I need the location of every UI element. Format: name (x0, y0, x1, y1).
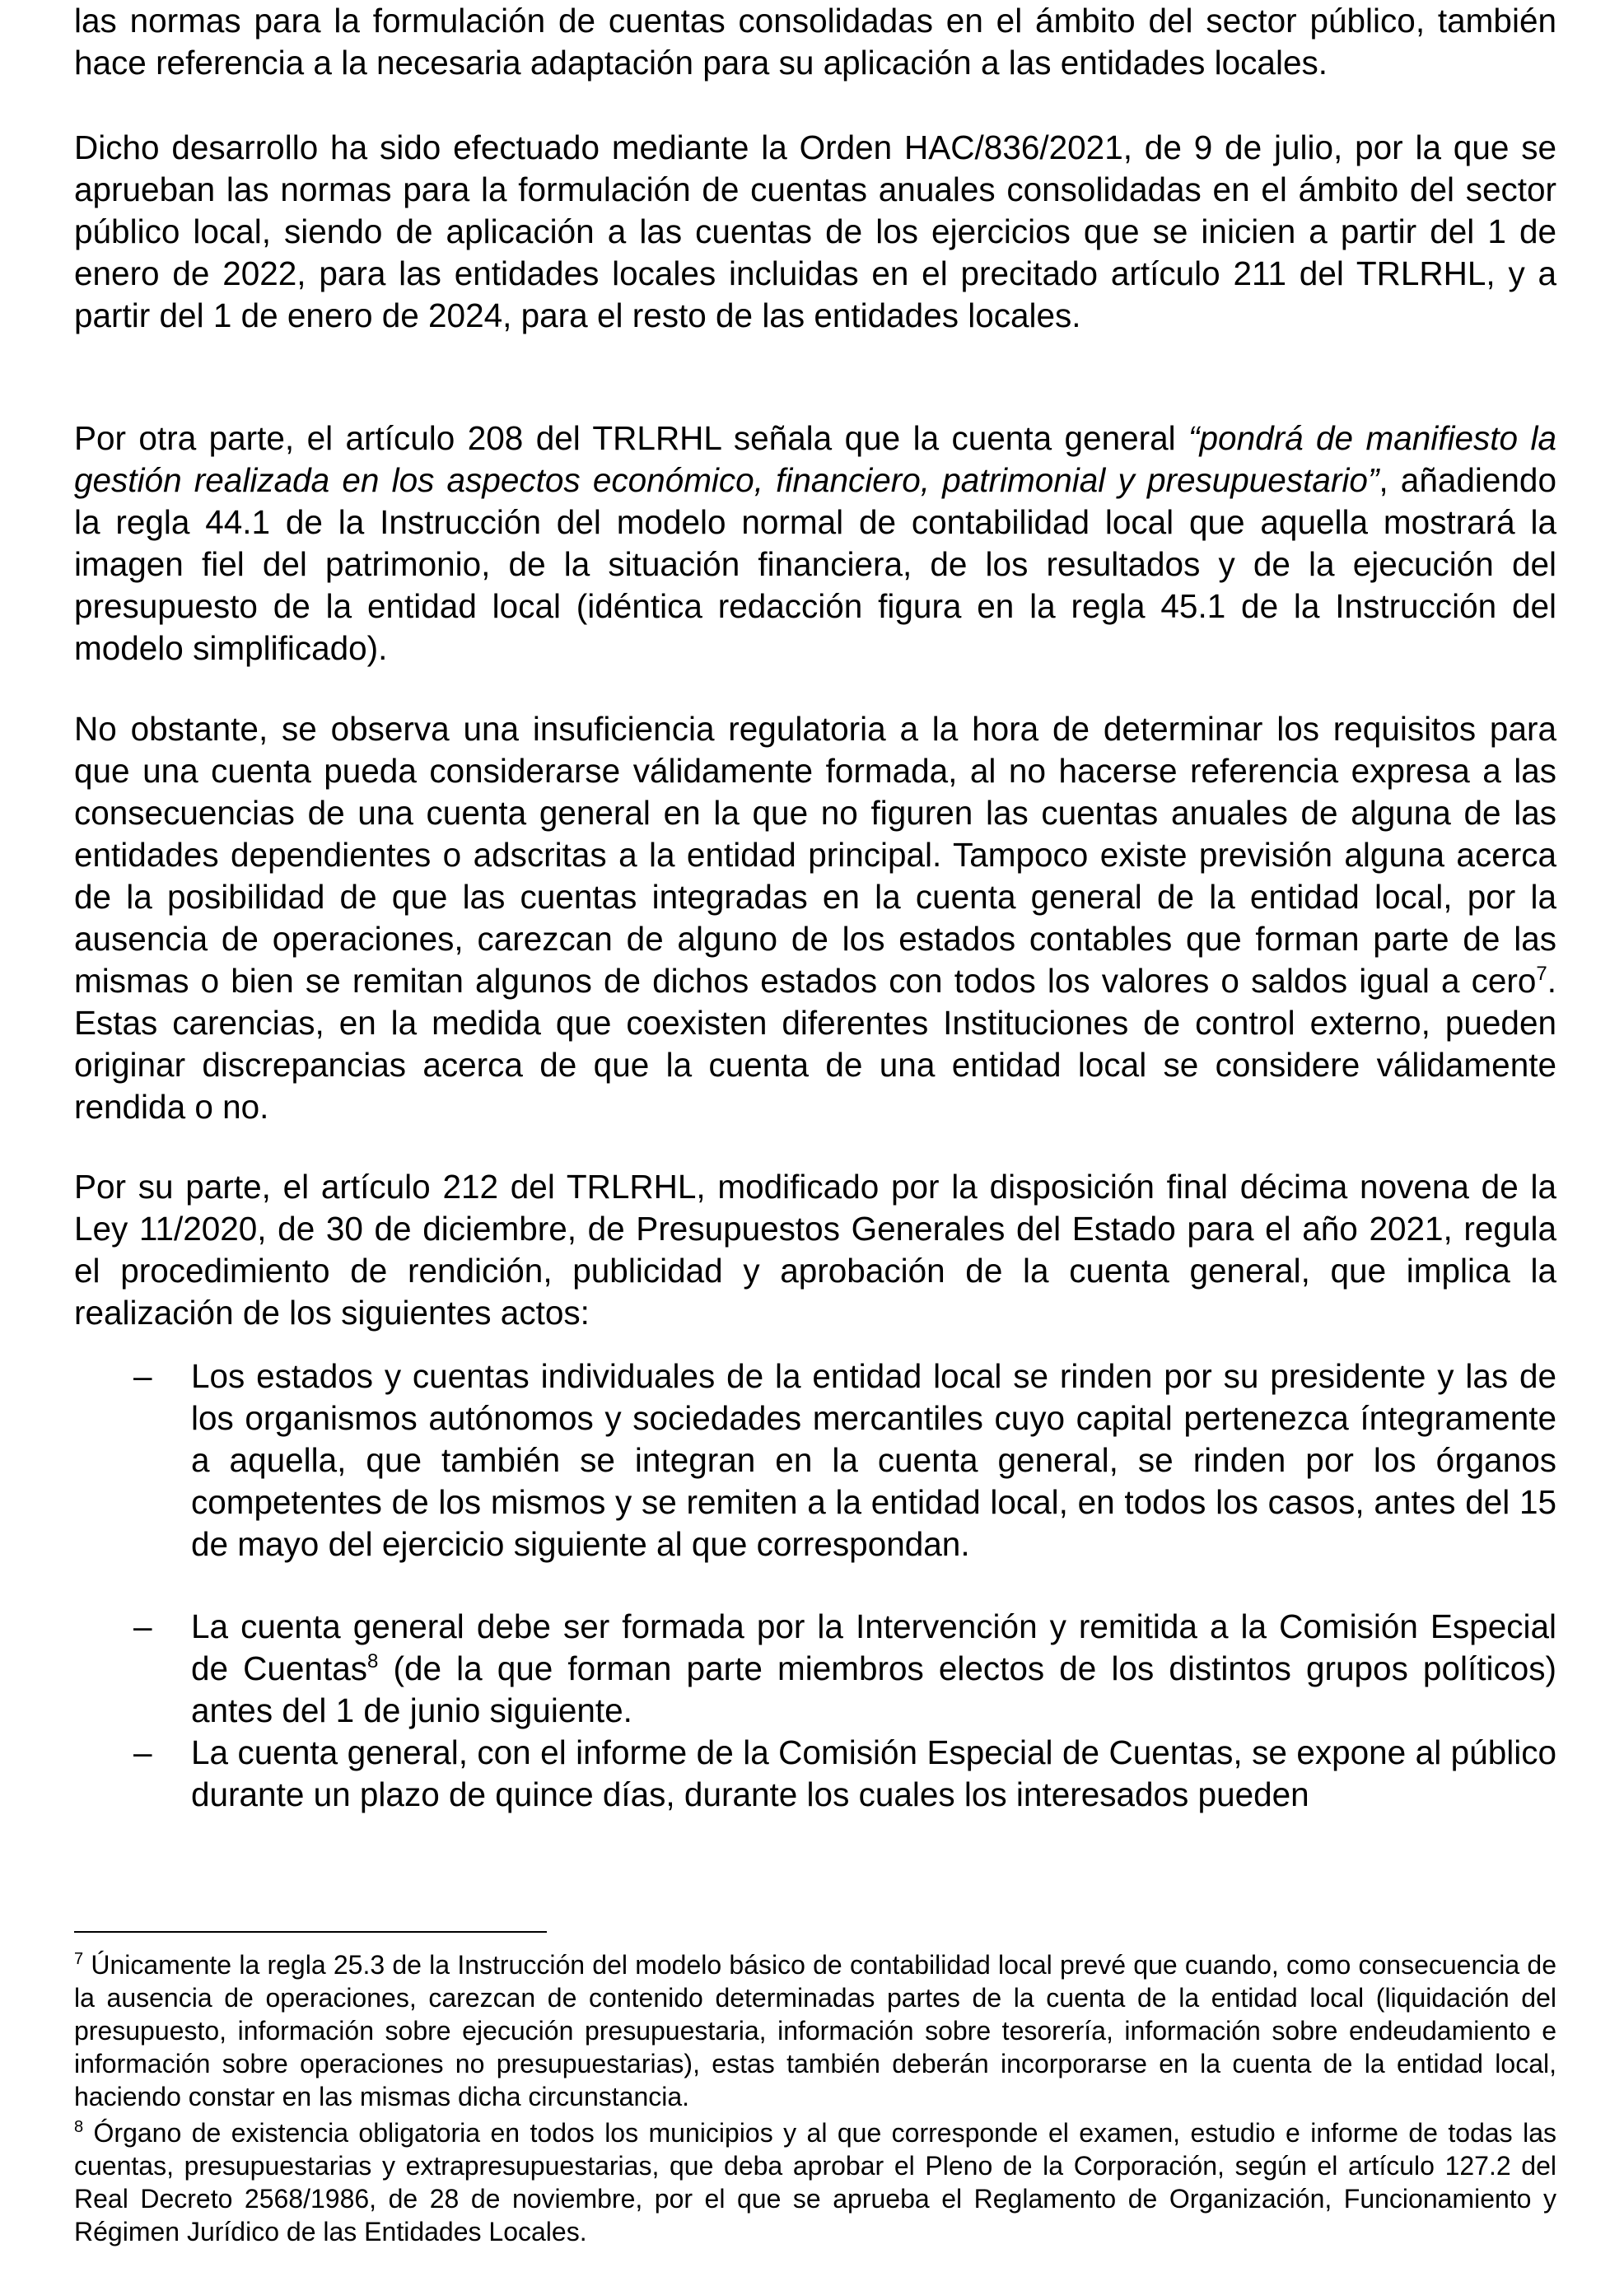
dash-bullet: – (133, 1607, 152, 1645)
paragraph-2 (74, 127, 1556, 337)
paragraph-3-text-pre: Por otra parte, el artículo 208 del TRLRHL señala que la cuenta general (74, 419, 1189, 457)
paragraph-3-text-post: , añadiendo la regla 44.1 de la Instrucción del modelo normal de contabilidad local que aquella mostrará la imagen fiel del patrimonio, de la situación financiera, de los resultados y de la ejecución del presupuesto de la entidad local (idéntica redacción figura en la regla 45.1 de la Instrucción del modelo simplificado). (74, 461, 1556, 667)
footnote-7 (74, 1948, 1556, 2113)
footnote-8 (74, 2116, 1556, 2248)
paragraph-5-text: Por su parte, el artículo 212 del TRLRHL, modificado por la disposición final décima novena de la Ley 11/2020, de 30 de diciembre, de Presupuestos Generales del Estado para el año 2021, regula el procedimiento de rendición, publicidad y aprobación de la cuenta general, que implica la realización de los siguientes actos: (74, 1168, 1556, 1332)
paragraph-3-quote: “pondrá de manifiesto la gestión realizada en los aspectos económico, financiero, patrimonial y presupuestario” (74, 419, 1556, 499)
paragraph-3 (74, 418, 1556, 669)
paragraph-4-text-pre: No obstante, se observa una insuficiencia regulatoria a la hora de determinar los requisitos para que una cuenta pueda considerarse válidamente formada, al no hacerse referencia expresa a las consecuencias de una cuenta general en la que no figuren las cuentas anuales de alguna de las entidades dependientes o adscritas a la entidad principal. Tampoco existe previsión alguna acerca de la posibilidad de que las cuentas integradas en la cuenta general de la entidad local, por la ausencia de operaciones, carezcan de alguno de los estados contables que forman parte de las mismas o bien se remitan algunos de dichos estados con todos los valores o saldos igual a cero (74, 710, 1556, 1000)
paragraph-1 (74, 0, 1556, 84)
footnote-ref-7[interactable]: 7 (1536, 963, 1547, 985)
paragraph-5 (74, 1166, 1556, 1334)
list-item-3-text: La cuenta general, con el informe de la Comisión Especial de Cuentas, se expone al público durante un plazo de quince días, durante los cuales los interesados pueden (191, 1733, 1556, 1813)
paragraph-2-text: Dicho desarrollo ha sido efectuado mediante la Orden HAC/836/2021, de 9 de julio, por la que se aprueban las normas para la formulación de cuentas anuales consolidadas en el ámbito del sector público local, siendo de aplicación a las cuentas de los ejercicios que se inicien a partir del 1 de enero de 2022, para las entidades locales incluidas en el precitado artículo 211 del TRLRHL, y a partir del 1 de enero de 2024, para el resto de las entidades locales. (74, 128, 1556, 334)
footnote-8-text: Órgano de existencia obligatoria en todos los municipios y al que corresponde el examen, estudio e informe de todas las cuentas, presupuestarias y extrapresupuestarias, que deba aprobar el Pleno de la Corporación, según el artículo 127.2 del Real Decreto 2568/1986, de 28 de noviembre, por el que se aprueba el Reglamento de Organización, Funcionamiento y Régimen Jurídico de las Entidades Locales. (74, 2118, 1556, 2246)
dash-bullet: – (133, 1733, 152, 1771)
list-item-1-text: Los estados y cuentas individuales de la entidad local se rinden por su presidente y las de los organismos autónomos y sociedades mercantiles cuyo capital pertenezca íntegramente a aquella, que también se integran en la cuenta general, se rinden por los órganos competentes de los mismos y se remiten a la entidad local, en todos los casos, antes del 15 de mayo del ejercicio siguiente al que correspondan. (191, 1357, 1556, 1563)
dash-bullet: – (133, 1357, 152, 1395)
footnote-8-number: 8 (74, 2118, 84, 2136)
paragraph-4-text-post: . Estas carencias, en la medida que coexisten diferentes Instituciones de control externo, pueden originar discrepancias acerca de que la cuenta de una entidad local se considere válidamente rendida o no. (74, 962, 1556, 1126)
footnote-separator (74, 1931, 547, 1933)
list-item-2-text (191, 1606, 1556, 1732)
footnote-ref-8[interactable]: 8 (367, 1650, 379, 1673)
paragraph-1-text: las normas para la formulación de cuentas consolidadas en el ámbito del sector público, también hace referencia a la necesaria adaptación para su aplicación a las entidades locales. (74, 2, 1556, 82)
footnote-7-number: 7 (74, 1950, 84, 1968)
footnote-7-text: Únicamente la regla 25.3 de la Instrucción del modelo básico de contabilidad local prevé que cuando, como consecuencia de la ausencia de operaciones, carezcan de contenido determinadas partes de la cuenta de la entidad local (liquidación del presupuesto, información sobre ejecución presupuestaria, información sobre tesorería, información sobre endeudamiento e información sobre operaciones no presupuestarias), estas también deberán incorporarse en la cuenta de la entidad local, haciendo constar en las mismas dicha circunstancia. (74, 1950, 1556, 2111)
list-item-2-text-pre: La cuenta general debe ser formada por la Intervención y remitida a la Comisión Especial de Cuentas (191, 1607, 1556, 1687)
list-item-2-text-post: (de la que forman parte miembros electos de los distintos grupos políticos) antes del 1 de junio siguiente. (191, 1649, 1556, 1729)
paragraph-4 (74, 708, 1556, 1128)
